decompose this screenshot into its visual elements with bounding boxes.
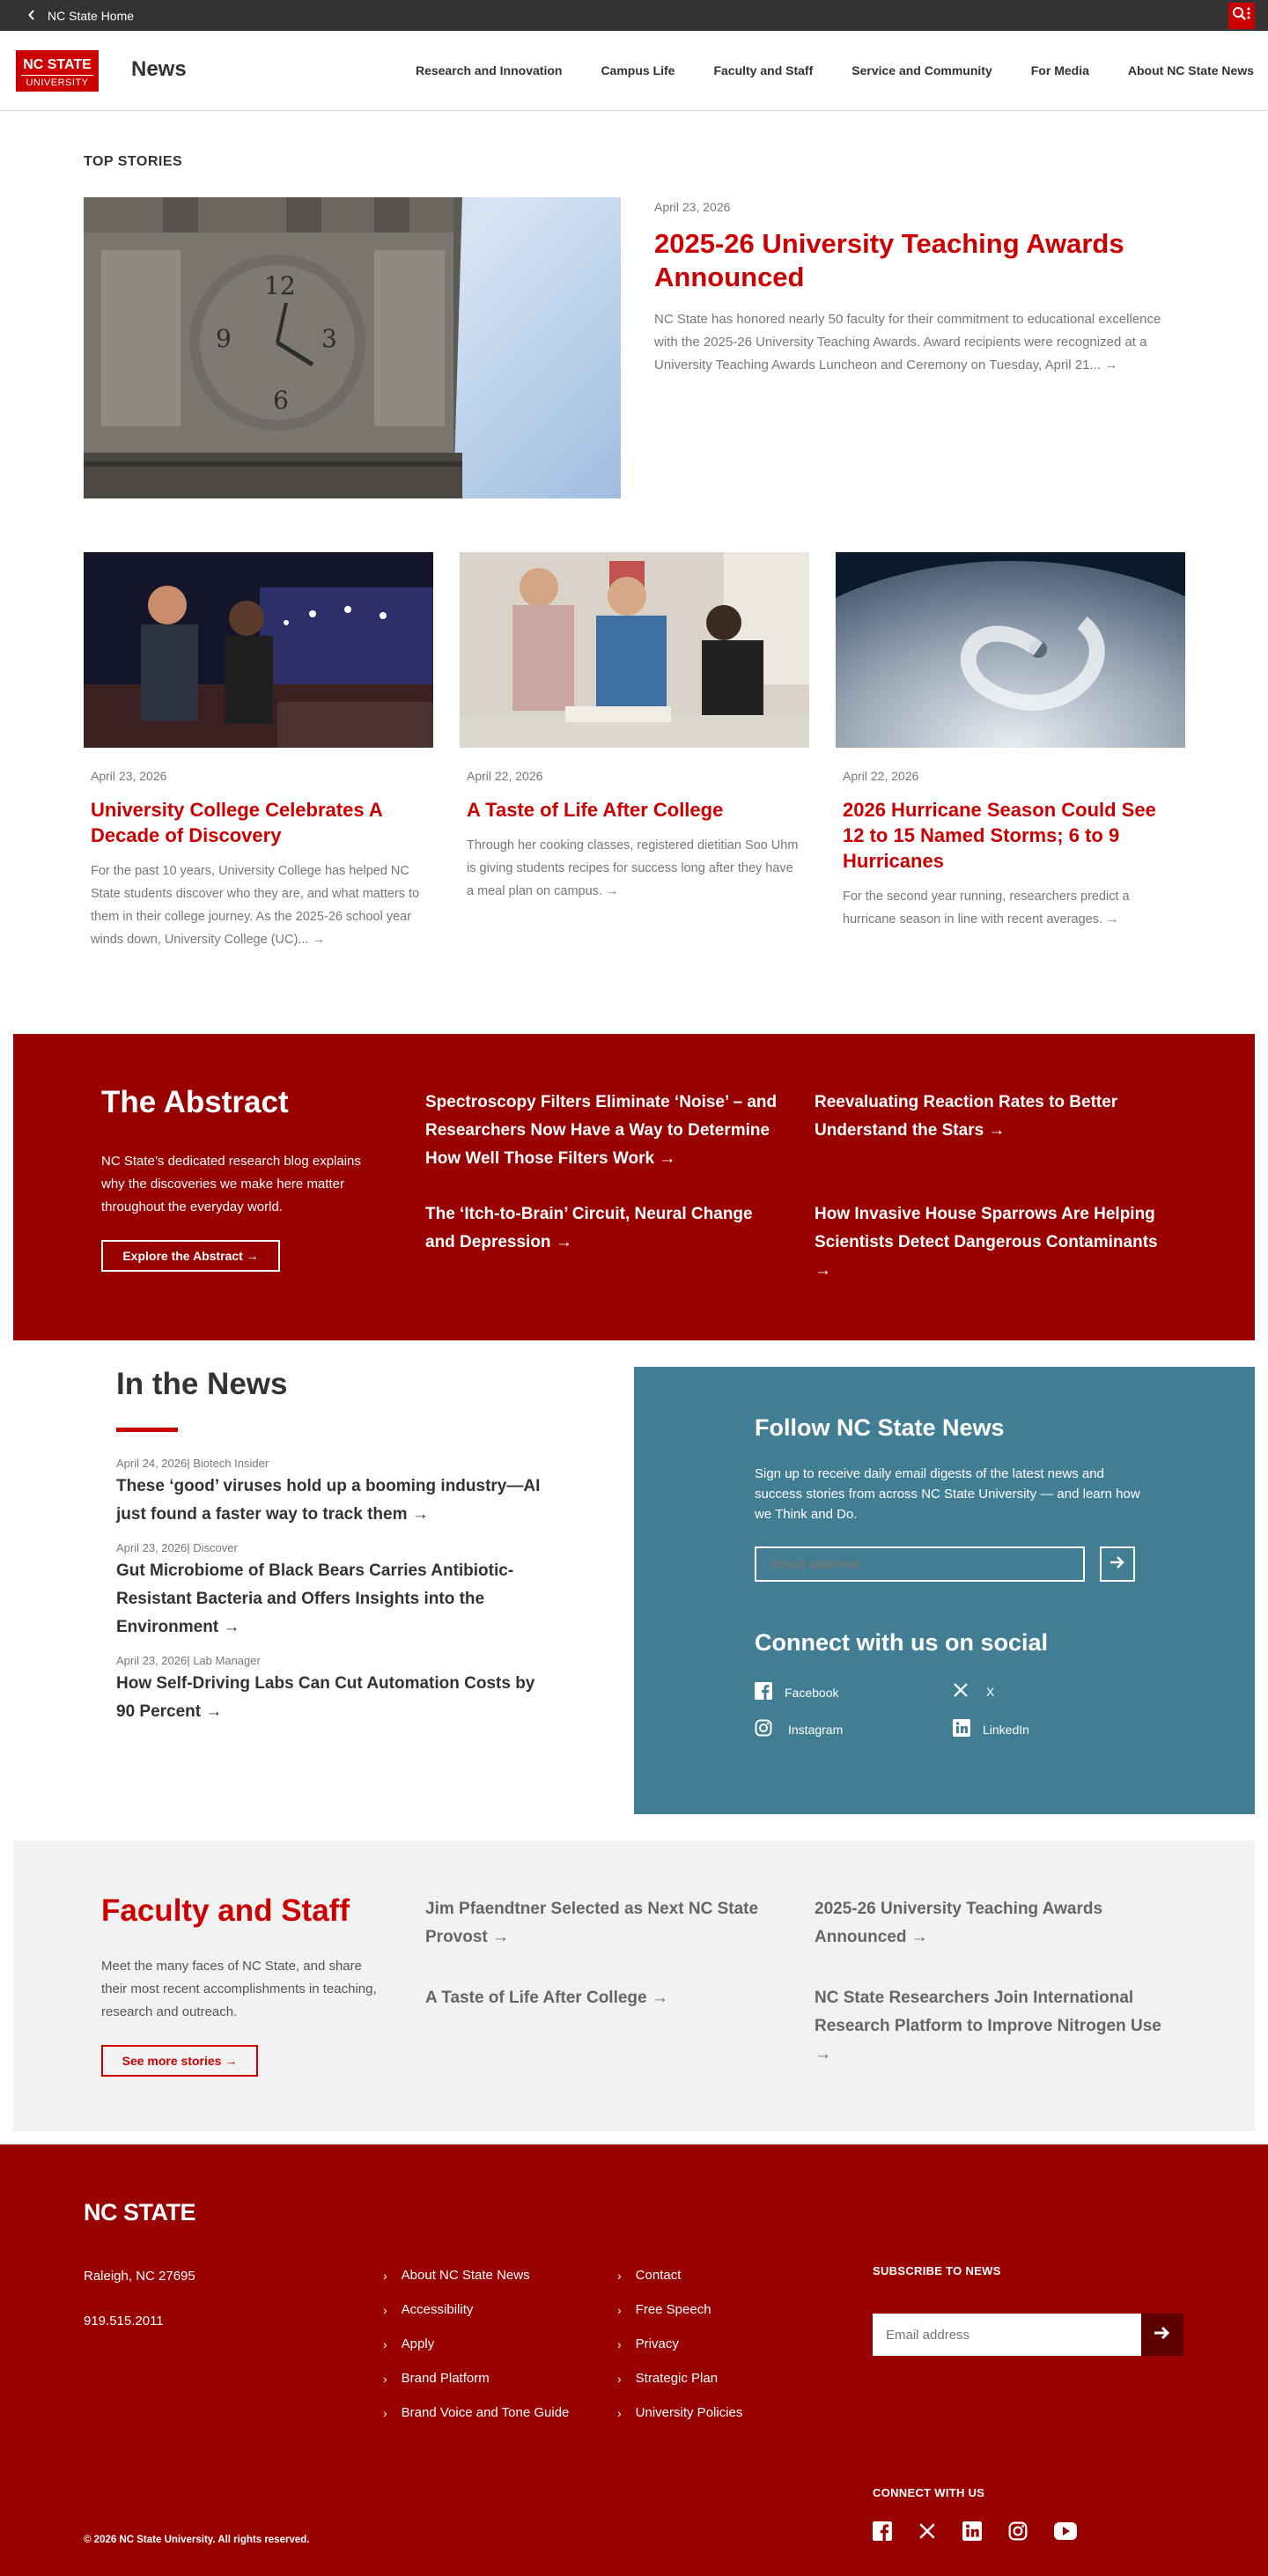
linkedin-icon <box>953 1719 970 1739</box>
nav-for-media[interactable]: For Media <box>1030 63 1089 78</box>
email-submit-button[interactable] <box>1100 1546 1135 1582</box>
x-icon[interactable] <box>918 2522 936 2544</box>
news-item-3-title[interactable]: How Self-Driving Labs Can Cut Automation Costs by 90 Percent → <box>116 1674 535 1721</box>
search-button[interactable] <box>1228 3 1255 29</box>
svg-text:6: 6 <box>273 386 289 415</box>
explore-abstract-button[interactable]: Explore the Abstract → <box>101 1240 280 1272</box>
news-item-3 <box>116 1654 557 1726</box>
chevron-right-icon: › <box>617 2336 622 2351</box>
footer-link-brand-platform-label: Brand Platform <box>401 2371 490 2386</box>
card-image-cooking-class[interactable] <box>460 552 809 748</box>
nav-research[interactable]: Research and Innovation <box>415 63 563 78</box>
nc-state-home-link[interactable] <box>28 0 134 31</box>
site-footer <box>0 2144 1268 2576</box>
chevron-right-icon: › <box>383 2405 387 2420</box>
logo-line-1: NC STATE <box>23 57 92 72</box>
youtube-icon[interactable] <box>1054 2522 1077 2544</box>
footer-links-col-1 <box>383 2258 603 2430</box>
arrow-right-icon <box>1154 2325 1171 2345</box>
social-title: Connect with us on social <box>755 1629 1049 1656</box>
footer-link-accessibility-label: Accessibility <box>401 2302 474 2317</box>
in-the-news-title: In the News <box>116 1367 288 1401</box>
social-instagram[interactable] <box>755 1719 843 1739</box>
abstract-link-4[interactable]: How Invasive House Sparrows Are Helping Scientists Detect Dangerous Contaminants → <box>815 1205 1158 1280</box>
footer-link-university-policies[interactable] <box>617 2395 811 2430</box>
nav-campus-life[interactable]: Campus Life <box>601 63 675 78</box>
footer-link-contact[interactable] <box>617 2258 811 2292</box>
abstract-link-1[interactable]: Spectroscopy Filters Eliminate ‘Noise’ – and Researchers Now Have a Way to Determine How Well Those Filters Work → <box>425 1093 778 1168</box>
social-x-label: X <box>986 1684 995 1699</box>
feature-headline[interactable]: 2025-26 University Teaching Awards Announced <box>654 228 1124 292</box>
news-item-1-meta: April 24, 2026| Biotech Insider <box>116 1457 269 1470</box>
follow-description: Sign up to receive daily email digests of the latest news and success stories from across NC State University — and learn how we Think and Do. <box>755 1466 1140 1522</box>
footer-phone[interactable]: 919.515.2011 <box>84 2314 164 2329</box>
facebook-icon <box>755 1682 772 1702</box>
news-item-1-title[interactable]: These ‘good’ viruses hold up a booming industry—AI just found a faster way to track them → <box>116 1477 541 1524</box>
linkedin-icon[interactable] <box>962 2521 982 2545</box>
chevron-right-icon: › <box>617 2302 622 2317</box>
feature-date: April 23, 2026 <box>654 200 731 214</box>
news-item-2-meta: April 23, 2026| Discover <box>116 1541 238 1554</box>
faculty-staff-section <box>13 1841 1255 2131</box>
footer-link-privacy-label: Privacy <box>635 2336 679 2351</box>
connect-label: CONNECT WITH US <box>873 2486 985 2499</box>
card-1-date: April 23, 2026 <box>91 769 167 783</box>
footer-link-brand-voice[interactable] <box>383 2395 603 2430</box>
in-the-news-section <box>116 1367 557 1726</box>
svg-text:12: 12 <box>264 271 296 300</box>
social-linkedin-label: LinkedIn <box>983 1722 1029 1737</box>
footer-link-apply[interactable] <box>383 2327 603 2361</box>
feature-summary: NC State has honored nearly 50 faculty for their commitment to educational excellence with the 2025-26 University Teaching Awards. Award recipients were recognized at a University Teaching Awards Luncheon and Ceremony on Tuesday, April 21... → <box>654 312 1161 373</box>
story-card-1 <box>91 769 425 951</box>
instagram-icon[interactable] <box>1008 2521 1028 2545</box>
feature-image-clock-tower[interactable] <box>84 197 621 498</box>
site-name[interactable]: News <box>131 57 187 81</box>
nav-about[interactable]: About NC State News <box>1127 63 1254 78</box>
nav-faculty-staff[interactable]: Faculty and Staff <box>713 63 814 78</box>
faculty-staff-title: Faculty and Staff <box>101 1893 350 1928</box>
copyright: © 2026 NC State University. All rights reserved. <box>84 2535 310 2545</box>
follow-title: Follow NC State News <box>755 1414 1005 1441</box>
social-facebook-label: Facebook <box>785 1685 839 1700</box>
fs-link-4[interactable]: NC State Researchers Join International Research Platform to Improve Nitrogen Use → <box>815 1989 1161 2063</box>
footer-link-free-speech-label: Free Speech <box>635 2302 711 2317</box>
footer-links-col-2 <box>617 2258 811 2430</box>
chevron-right-icon: › <box>617 2405 622 2420</box>
footer-address: Raleigh, NC 27695 <box>84 2269 195 2284</box>
chevron-right-icon: › <box>617 2371 622 2386</box>
chevron-left-icon <box>28 9 35 23</box>
card-1-summary: For the past 10 years, University College has helped NC State students discover who they are, and what matters to them in their college journey. As the 2025-26 school year winds down, University College (UC)... → <box>91 864 420 947</box>
footer-link-accessibility[interactable] <box>383 2292 603 2327</box>
x-icon <box>953 1682 969 1701</box>
nc-state-logo[interactable] <box>16 50 99 92</box>
social-x[interactable] <box>953 1682 994 1701</box>
arrow-right-icon <box>1110 1555 1125 1574</box>
see-more-stories-button[interactable]: See more stories → <box>101 2045 258 2077</box>
chevron-right-icon: › <box>383 2268 387 2283</box>
story-card-2 <box>467 769 801 903</box>
footer-link-strategic-plan-label: Strategic Plan <box>635 2371 719 2386</box>
facebook-icon[interactable] <box>873 2521 892 2545</box>
utility-bar <box>0 0 1268 31</box>
card-2-headline[interactable]: A Taste of Life After College <box>467 799 724 821</box>
chevron-right-icon: › <box>383 2336 387 2351</box>
news-item-2 <box>116 1541 557 1642</box>
nav-service-community[interactable]: Service and Community <box>851 63 992 78</box>
chevron-right-icon: › <box>617 2268 622 2283</box>
site-header <box>0 31 1268 111</box>
subscribe-label: SUBSCRIBE TO NEWS <box>873 2264 1001 2277</box>
chevron-right-icon: › <box>383 2302 387 2317</box>
social-linkedin[interactable] <box>953 1719 1029 1739</box>
card-image-hurricane[interactable] <box>836 552 1185 748</box>
footer-email-input[interactable] <box>873 2314 1141 2356</box>
news-item-2-title[interactable]: Gut Microbiome of Black Bears Carries Antibiotic-Resistant Bacteria and Offers Insights into the Environment → <box>116 1561 514 1636</box>
social-facebook[interactable] <box>755 1682 838 1702</box>
abstract-section <box>13 1034 1255 1340</box>
footer-link-apply-label: Apply <box>401 2336 435 2351</box>
footer-link-about[interactable] <box>383 2258 603 2292</box>
chevron-right-icon: › <box>383 2371 387 2386</box>
fs-link-3[interactable]: A Taste of Life After College → <box>425 1989 668 2007</box>
fs-link-2[interactable]: 2025-26 University Teaching Awards Announced → <box>815 1900 1103 1946</box>
social-instagram-label: Instagram <box>788 1722 844 1737</box>
news-item-3-meta: April 23, 2026| Lab Manager <box>116 1654 261 1667</box>
feature-story <box>654 200 1165 377</box>
news-item-1 <box>116 1457 557 1529</box>
abstract-link-3[interactable]: The ‘Itch-to-Brain’ Circuit, Neural Change and Depression → <box>425 1205 753 1251</box>
card-3-date: April 22, 2026 <box>843 769 919 783</box>
footer-social-icons <box>873 2521 1077 2545</box>
card-image-university-college[interactable] <box>84 552 433 748</box>
footer-link-university-policies-label: University Policies <box>635 2405 743 2420</box>
abstract-title: The Abstract <box>101 1085 289 1119</box>
card-2-summary: Through her cooking classes, registered dietitian Soo Uhm is giving students recipes for success long after they have a meal plan on campus. → <box>467 838 799 898</box>
nc-state-home-label: NC State Home <box>48 8 135 23</box>
footer-link-strategic-plan[interactable] <box>617 2361 811 2395</box>
card-3-summary: For the second year running, researchers predict a hurricane season in line with recent averages. → <box>843 889 1130 926</box>
card-2-date: April 22, 2026 <box>467 769 543 783</box>
svg-text:3: 3 <box>321 324 337 353</box>
card-1-headline[interactable]: University College Celebrates A Decade of Discovery <box>91 799 382 846</box>
footer-logo[interactable]: NC STATE <box>84 2199 195 2225</box>
story-card-3 <box>843 769 1177 931</box>
top-stories-label: TOP STORIES <box>84 154 183 169</box>
footer-link-contact-label: Contact <box>635 2268 682 2283</box>
main-nav <box>377 63 1254 78</box>
svg-text:9: 9 <box>216 324 232 353</box>
footer-link-privacy[interactable] <box>617 2327 811 2361</box>
title-underline <box>116 1428 178 1432</box>
abstract-description: NC State’s dedicated research blog explains why the discoveries we make here matter throughout the everyday world. <box>101 1154 361 1214</box>
search-icon <box>1232 6 1251 26</box>
instagram-icon <box>755 1719 772 1739</box>
fs-link-1[interactable]: Jim Pfaendtner Selected as Next NC State Provost → <box>425 1900 759 1946</box>
footer-link-brand-platform[interactable] <box>383 2361 603 2395</box>
card-3-headline[interactable]: 2026 Hurricane Season Could See 12 to 15 Named Storms; 6 to 9 Hurricanes <box>843 799 1156 872</box>
footer-link-free-speech[interactable] <box>617 2292 811 2327</box>
email-input[interactable] <box>755 1546 1085 1582</box>
footer-link-brand-voice-label: Brand Voice and Tone Guide <box>401 2405 570 2420</box>
logo-line-2: UNIVERSITY <box>21 75 93 89</box>
follow-section <box>634 1367 1255 1814</box>
faculty-staff-description: Meet the many faces of NC State, and share their most recent accomplishments in teaching, research and outreach. <box>101 1959 377 2019</box>
footer-link-about-label: About NC State News <box>401 2268 530 2283</box>
footer-email-submit-button[interactable] <box>1141 2314 1183 2356</box>
abstract-link-2[interactable]: Reevaluating Reaction Rates to Better Understand the Stars → <box>815 1093 1118 1140</box>
